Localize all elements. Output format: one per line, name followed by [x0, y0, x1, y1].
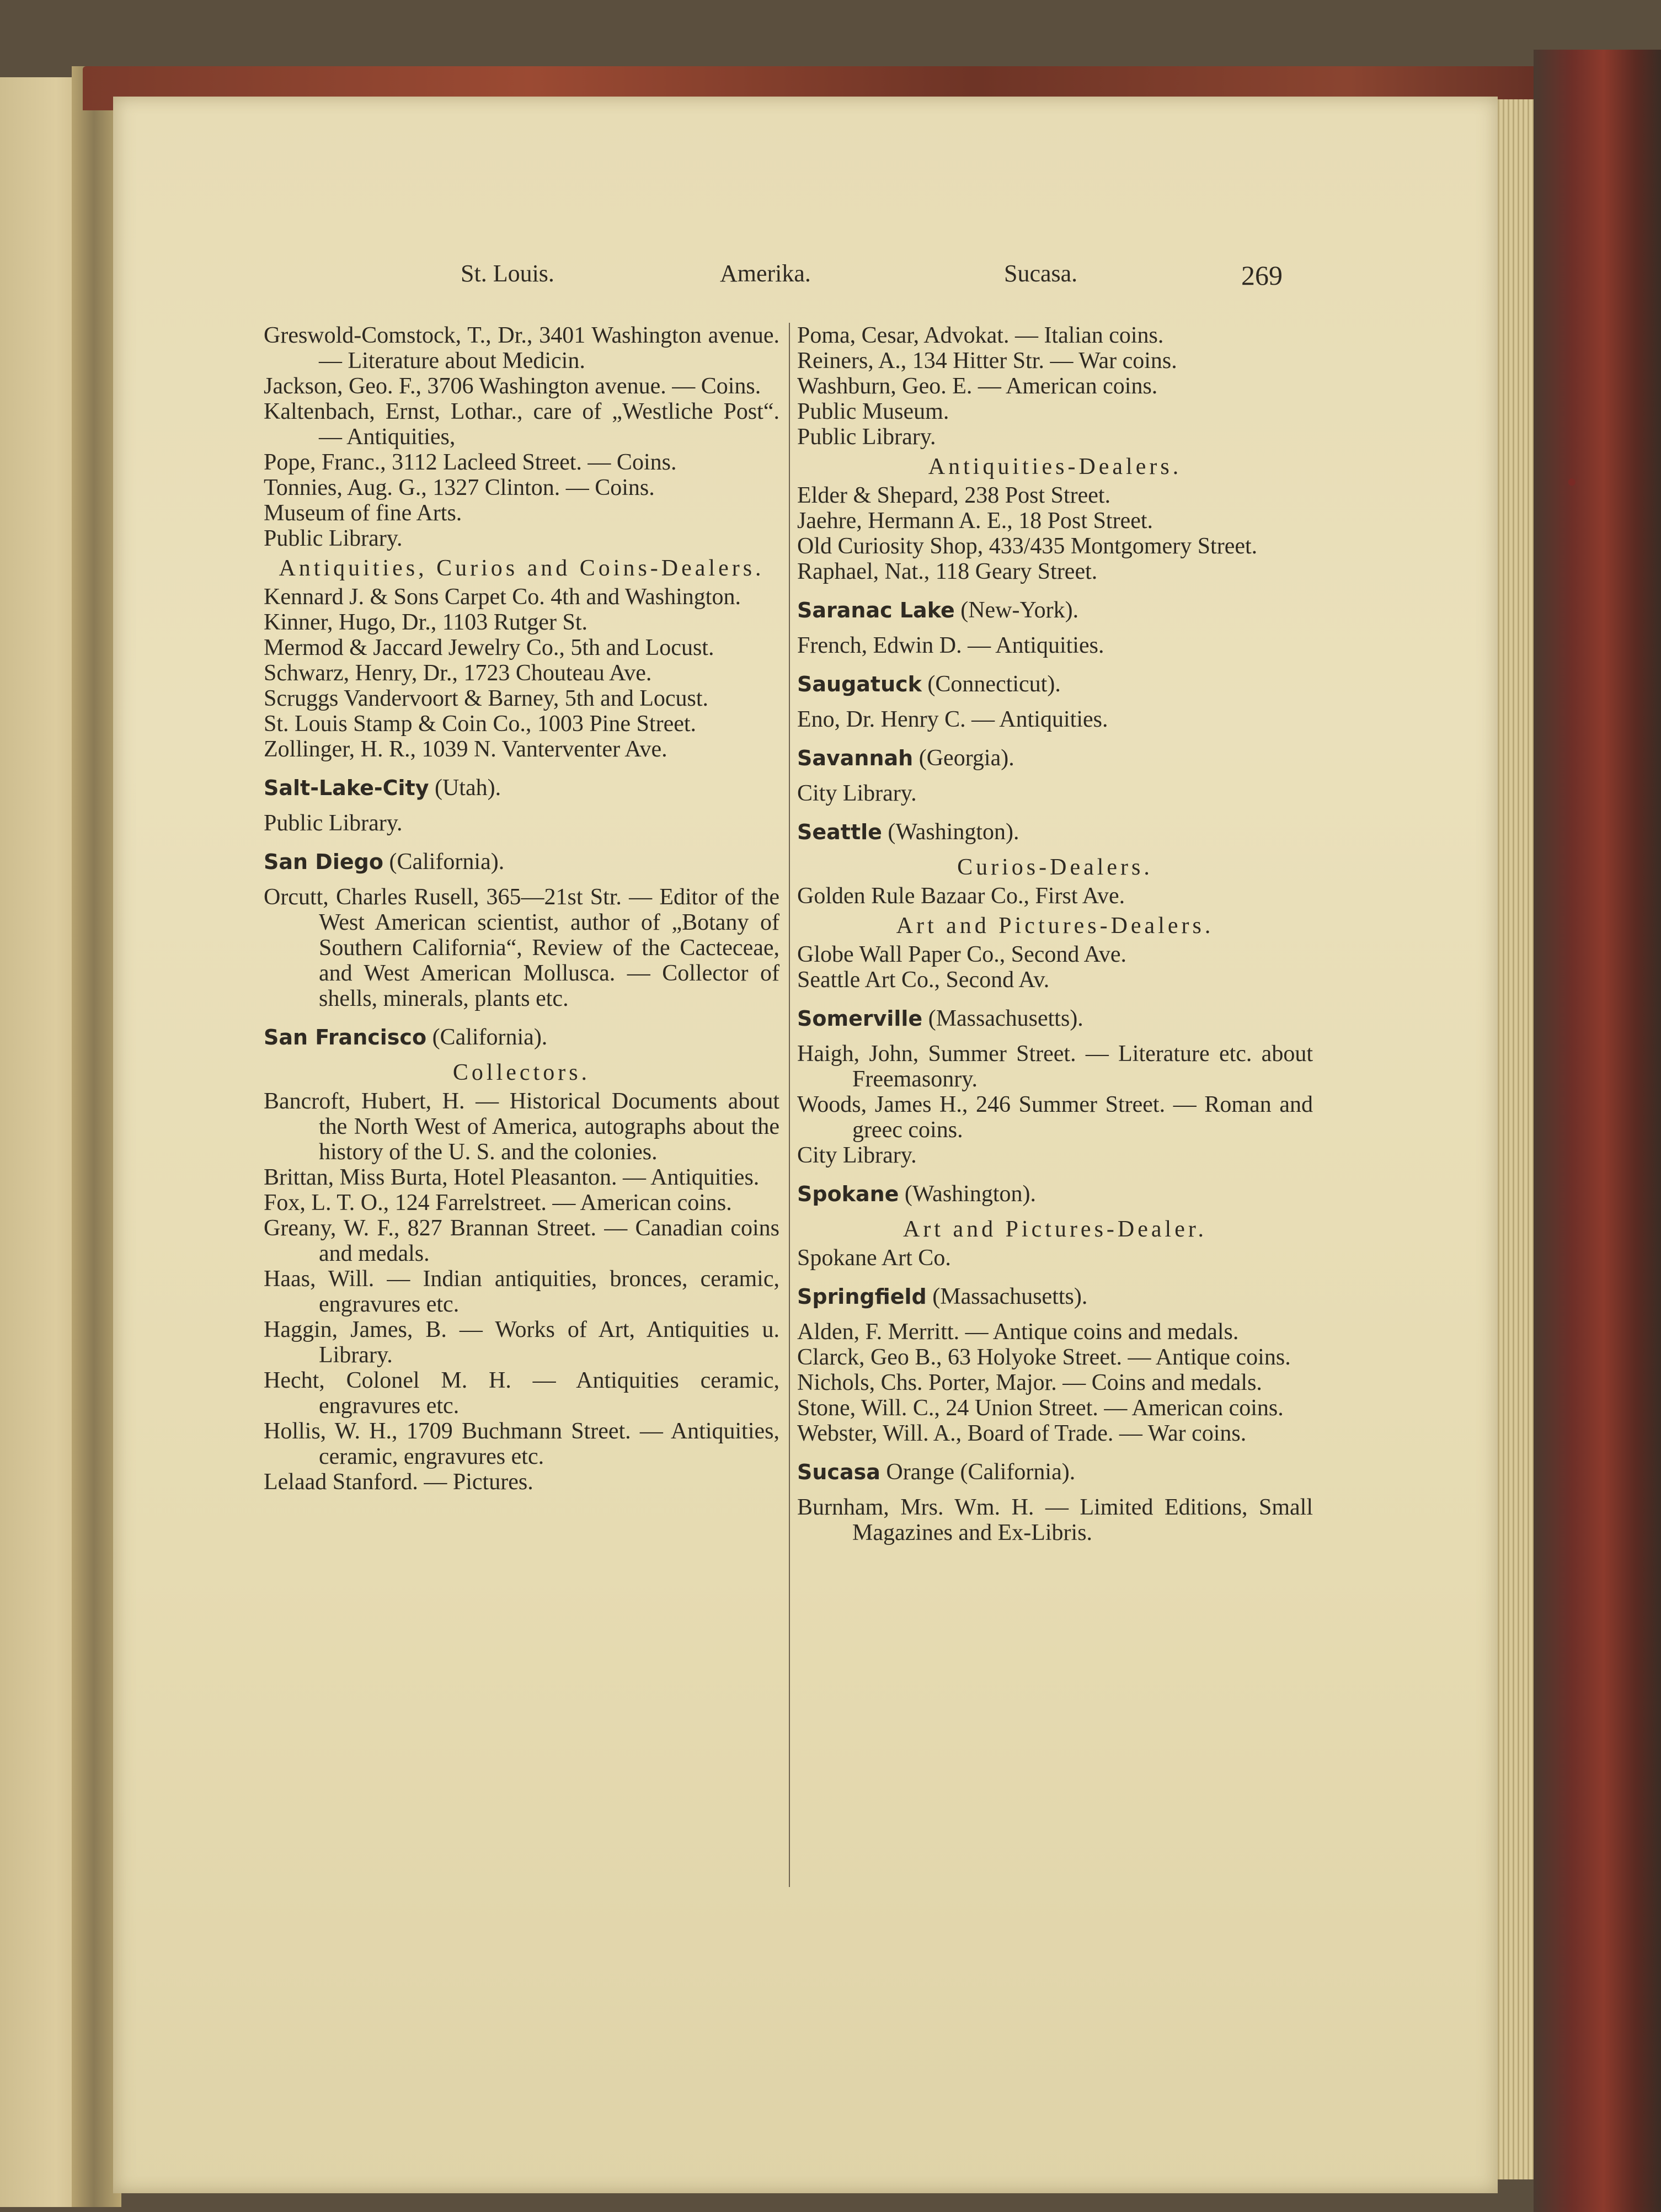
city-name: Spokane: [797, 1182, 899, 1206]
directory-entry: Hollis, W. H., 1709 Buchmann Street. — Antiquities, ceramic, engravures etc.: [264, 1419, 779, 1469]
region-name: (Utah).: [429, 775, 501, 801]
directory-entry: City Library.: [797, 1143, 917, 1168]
section-heading: Antiquities-Dealers.: [928, 454, 1182, 479]
directory-entry: Raphael, Nat., 118 Geary Street.: [797, 559, 1098, 584]
directory-entry: Tonnies, Aug. G., 1327 Clinton. — Coins.: [264, 475, 655, 500]
directory-entry: Globe Wall Paper Co., Second Ave.: [797, 942, 1126, 967]
city-name: Springfield: [797, 1284, 927, 1309]
location-heading: [797, 1006, 1313, 1031]
directory-entry: Brittan, Miss Burta, Hotel Pleasanton. — Antiquities.: [264, 1165, 760, 1190]
region-name: (Massachusetts).: [922, 1006, 1083, 1031]
location-heading: [797, 1181, 1313, 1207]
left-column: [264, 323, 779, 1495]
directory-entry: Haigh, John, Summer Street. — Literature etc. about Freemasonry.: [797, 1041, 1313, 1092]
city-name: Sucasa: [797, 1460, 880, 1484]
directory-entry: City Library.: [797, 781, 917, 806]
location-heading: [797, 819, 1313, 845]
book-binding-edge: [1534, 50, 1661, 2212]
directory-entry: Jackson, Geo. F., 3706 Washington avenue. — Coins.: [264, 374, 761, 399]
city-name: Saugatuck: [797, 672, 922, 696]
directory-entry: Seattle Art Co., Second Av.: [797, 967, 1050, 993]
location-heading: [797, 598, 1313, 623]
directory-entry: Mermod & Jaccard Jewelry Co., 5th and Locust.: [264, 635, 714, 660]
directory-entry: Public Library.: [264, 526, 403, 551]
location-heading: [797, 745, 1313, 771]
right-column: [797, 323, 1313, 1545]
directory-entry: Jaehre, Hermann A. E., 18 Post Street.: [797, 508, 1153, 534]
city-name: Seattle: [797, 820, 882, 844]
directory-entry: Orcutt, Charles Rusell, 365—21st Str. — Editor of the West American scientist, author of „Botany of Southern California“, Review of the Cacteceae, and West American Mollusca. — Collector of shells, minerals, plants etc.: [264, 884, 779, 1011]
directory-entry: Poma, Cesar, Advokat. — Italian coins.: [797, 323, 1164, 348]
directory-entry: Washburn, Geo. E. — American coins.: [797, 374, 1158, 399]
directory-entry: Woods, James H., 246 Summer Street. — Roman and greec coins.: [797, 1092, 1313, 1143]
running-head-middle: Amerika.: [720, 260, 811, 287]
location-heading: [264, 849, 779, 875]
region-name: (California).: [426, 1025, 548, 1050]
directory-entry: Public Museum.: [797, 399, 949, 424]
city-name: Somerville: [797, 1006, 923, 1031]
directory-entry: Alden, F. Merritt. — Antique coins and medals.: [797, 1319, 1239, 1345]
directory-entry: Burnham, Mrs. Wm. H. — Limited Editions, Small Magazines and Ex-Libris.: [797, 1495, 1313, 1545]
city-name: San Francisco: [264, 1025, 427, 1049]
directory-entry: Zollinger, H. R., 1039 N. Vanterventer Ave.: [264, 737, 667, 762]
directory-entry: Reiners, A., 134 Hitter Str. — War coins.: [797, 348, 1177, 374]
region-name: Orange (California).: [880, 1459, 1076, 1485]
directory-entry: St. Louis Stamp & Coin Co., 1003 Pine Street.: [264, 711, 697, 737]
region-name: (New-York).: [954, 598, 1079, 623]
directory-entry: Kinner, Hugo, Dr., 1103 Rutger St.: [264, 610, 588, 635]
directory-entry: Elder & Shepard, 238 Post Street.: [797, 483, 1111, 508]
directory-entry: Kaltenbach, Ernst, Lothar., care of „Westliche Post“. — Antiquities,: [264, 399, 779, 450]
directory-entry: Kennard J. & Sons Carpet Co. 4th and Washington.: [264, 584, 741, 610]
directory-entry: Haggin, James, B. — Works of Art, Antiquities u. Library.: [264, 1317, 779, 1368]
section-heading: Collectors.: [452, 1060, 591, 1085]
directory-entry: Pope, Franc., 3112 Lacleed Street. — Coins.: [264, 450, 677, 475]
location-heading: [264, 775, 779, 801]
section-heading: Art and Pictures-Dealer.: [902, 1217, 1208, 1242]
directory-entry: Webster, Will. A., Board of Trade. — War coins.: [797, 1421, 1247, 1446]
location-heading: [797, 1284, 1313, 1309]
directory-entry: Scruggs Vandervoort & Barney, 5th and Locust.: [264, 686, 709, 711]
directory-entry: Museum of fine Arts.: [264, 500, 462, 526]
directory-entry: Bancroft, Hubert, H. — Historical Documents about the North West of America, autographs about the history of the U. S. and the colonies.: [264, 1089, 779, 1165]
city-name: Salt-Lake-City: [264, 776, 429, 800]
directory-entry: Fox, L. T. O., 124 Farrelstreet. — American coins.: [264, 1190, 732, 1216]
directory-entry: Greany, W. F., 827 Brannan Street. — Canadian coins and medals.: [264, 1216, 779, 1266]
directory-entry: Clarck, Geo B., 63 Holyoke Street. — Antique coins.: [797, 1345, 1291, 1370]
directory-entry: Public Library.: [797, 424, 936, 450]
region-name: (Georgia).: [913, 745, 1014, 771]
directory-entry: Spokane Art Co.: [797, 1245, 951, 1271]
region-name: (Washington).: [882, 819, 1019, 845]
region-name: (Washington).: [899, 1181, 1036, 1207]
directory-entry: Nichols, Chs. Porter, Major. — Coins and medals.: [797, 1370, 1262, 1395]
location-heading: [797, 1459, 1313, 1485]
directory-entry: Lelaad Stanford. — Pictures.: [264, 1469, 533, 1495]
location-heading: [264, 1025, 779, 1050]
city-name: San Diego: [264, 850, 383, 874]
directory-entry: Eno, Dr. Henry C. — Antiquities.: [797, 707, 1108, 732]
directory-entry: Hecht, Colonel M. H. — Antiquities ceramic, engravures etc.: [264, 1368, 779, 1419]
directory-entry: Schwarz, Henry, Dr., 1723 Chouteau Ave.: [264, 660, 652, 686]
location-heading: [797, 671, 1313, 697]
section-heading: Art and Pictures-Dealers.: [896, 913, 1214, 939]
directory-entry: Stone, Will. C., 24 Union Street. — American coins.: [797, 1395, 1284, 1421]
directory-entry: Golden Rule Bazaar Co., First Ave.: [797, 883, 1125, 909]
directory-entry: Public Library.: [264, 811, 403, 836]
city-name: Savannah: [797, 746, 914, 770]
page-number: 269: [1241, 260, 1283, 291]
directory-entry: Greswold-Comstock, T., Dr., 3401 Washington avenue. — Literature about Medicin.: [264, 323, 779, 374]
directory-entry: French, Edwin D. — Antiquities.: [797, 633, 1104, 658]
column-divider: [789, 323, 790, 1887]
directory-entry: Haas, Will. — Indian antiquities, bronces, ceramic, engravures etc.: [264, 1266, 779, 1317]
running-head-left: St. Louis.: [461, 260, 554, 287]
section-heading: Curios-Dealers.: [957, 855, 1153, 880]
directory-entry: Old Curiosity Shop, 433/435 Montgomery Street.: [797, 534, 1258, 559]
city-name: Saranac Lake: [797, 598, 955, 622]
region-name: (Connecticut).: [921, 671, 1061, 697]
section-heading: Antiquities, Curios and Coins-Dealers.: [279, 556, 765, 581]
region-name: (Massachusetts).: [926, 1284, 1088, 1309]
running-head-right: Sucasa.: [1004, 260, 1078, 287]
region-name: (California).: [383, 849, 505, 875]
